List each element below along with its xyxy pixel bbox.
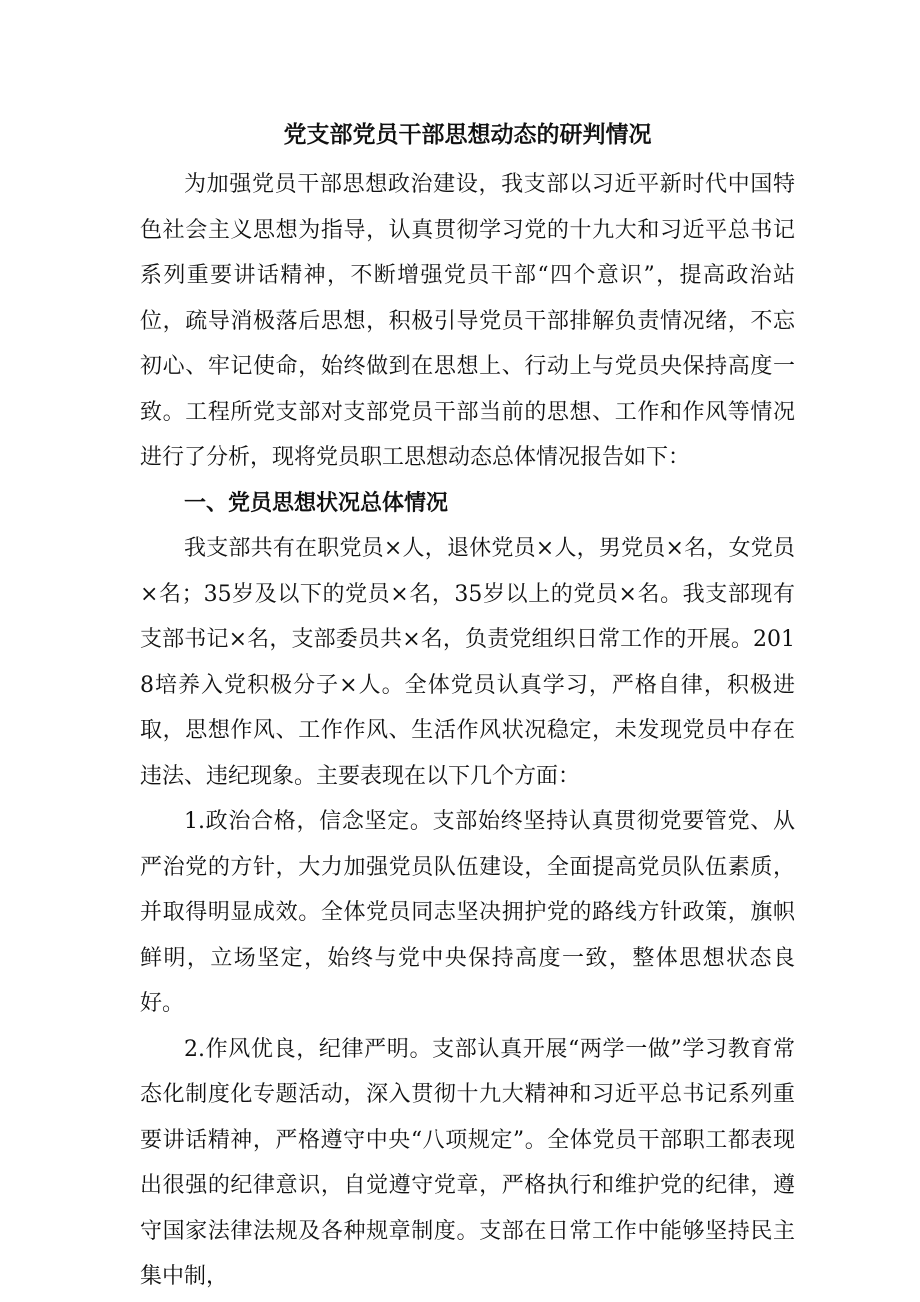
- section-heading-1: 一、党员思想状况总体情况: [184, 489, 449, 516]
- paragraph-membership: 我支部共有在职党员×人，退休党员×人，男党员×名，女党员×名；35岁及以下的党员×名，35岁以上的党员×名。我支部现有支部书记×名，支部委员共×名，负责党组织日常工作的开展。2018培养入党积极分子×人。全体党员认真学习，严格自律，积极进取，思想作风、工作作风、生活作风状况稳定，未发现党员中存在违法、违纪现象。主要表现在以下几个方面：: [140, 536, 795, 789]
- paragraph-point-2: 2.作风优良，纪律严明。支部认真开展“两学一做”学习教育常态化制度化专题活动，深入贯彻十九大精神和习近平总书记系列重要讲话精神，严格遵守中央“八项规定”。全体党员干部职工都表现出很强的纪律意识，自觉遵守党章，严格执行和维护党的纪律，遵守国家法律法规及各种规章制度。支部在日常工作中能够坚持民主集中制，: [140, 1036, 795, 1289]
- document-title: 党支部党员干部思想动态的研判情况: [283, 121, 652, 148]
- paragraph-intro: 为加强党员干部思想政治建设，我支部以习近平新时代中国特色社会主义思想为指导，认真贯彻学习党的十九大和习近平总书记系列重要讲话精神，不断增强党员干部“四个意识”，提高政治站位，疏导消极落后思想，积极引导党员干部排解负责情况绪，不忘初心、牢记使命，始终做到在思想上、行动上与党员央保持高度一致。工程所党支部对支部党员干部当前的思想、工作和作风等情况进行了分析，现将党员职工思想动态总体情况报告如下：: [140, 172, 795, 470]
- document-body: [140, 162, 795, 1300]
- paragraph-point-1: 1.政治合格，信念坚定。支部始终坚持认真贯彻党要管党、从严治党的方针，大力加强党员队伍建设，全面提高党员队伍素质，并取得明显成效。全体党员同志坚决拥护党的路线方针政策，旗帜鲜明，立场坚定，始终与党中央保持高度一致，整体思想状态良好。: [140, 809, 795, 1016]
